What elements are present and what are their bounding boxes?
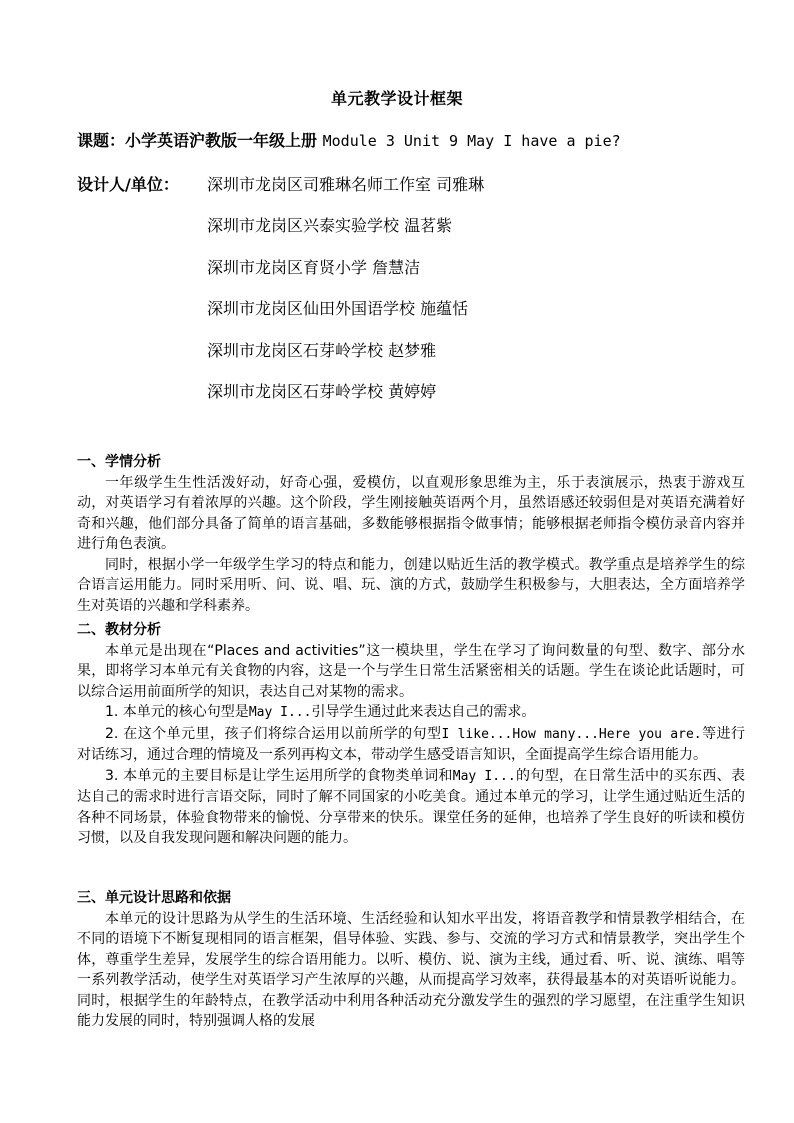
section-design-rationale	[77, 888, 745, 1032]
designer-entry: 深圳市龙岗区司雅琳名师工作室 司雅琳	[207, 175, 485, 194]
section-heading: 一、学情分析	[77, 454, 161, 470]
paragraph: 本单元是出现在“Places and activities”这一模块里，学生在学习了询问数量的句型、数字、部分水果，即将学习本单元有关食物的内容，这是一个与学生日常生活紧密相关的话题。学生在谈论此话题时，可以综合运用前面所学的知识，表达自己对某物的需求。	[77, 642, 745, 700]
designer-entry: 深圳市龙岗区石芽岭学校 赵梦雅	[207, 341, 437, 360]
section-heading: 三、单元设计思路和依据	[77, 890, 231, 906]
section-heading: 二、教材分析	[77, 622, 161, 638]
section-textbook-analysis	[77, 620, 745, 849]
paragraph: 3. 本单元的主要目标是让学生运用所学的食物类单词和May I...的句型，在日常生活中的买东西、表达自己的需求时进行言语交际，同时了解不同国家的小吃美食。通过本单元的学习，让学生通过贴近生活的各种不同场景，体验食物带来的愉悦、分享带来的快乐。课堂任务的延伸，也培养了学生良好的听读和模仿习惯，以及自我发现问题和解决问题的能力。	[77, 767, 745, 846]
designer-entry: 深圳市龙岗区兴泰实验学校 温茗紫	[207, 216, 453, 235]
paragraph: 本单元的设计思路为从学生的生活环境、生活经验和认知水平出发，将语音教学和情景教学相结合，在不同的语境下不断复现相同的语言框架，倡导体验、实践、参与、交流的学习方式和情景教学，突出学生个体，尊重学生差异，发展学生的综合语用能力。以听、模仿、说、演为主线，通过看、听、说、演练、唱等一系列教学活动，使学生对英语学习产生浓厚的兴趣，从而提高学习效率，获得最基本的对英语听说能力。同时，根据学生的年龄特点，在教学活动中利用各种活动充分激发学生的强烈的学习愿望，在注重学生知识能力发展的同时，特别强调人格的发展	[77, 910, 745, 1029]
designer-label: 设计人/单位：	[77, 175, 179, 194]
section-learner-analysis	[77, 452, 745, 616]
designer-entry: 深圳市龙岗区育贤小学 詹慧洁	[207, 258, 421, 277]
topic-label: 课题：	[77, 131, 126, 150]
designer-entry: 深圳市龙岗区石芽岭学校 黄婷婷	[207, 382, 437, 401]
document-title: 单元教学设计框架	[330, 89, 463, 108]
topic-cn: 小学英语沪教版一年级上册	[125, 131, 318, 150]
topic-line	[77, 128, 621, 151]
topic-en: Module 3 Unit 9 May I have a pie?	[322, 132, 621, 150]
paragraph: 1. 本单元的核心句型是May I...引导学生通过此来表达自己的需求。	[105, 704, 536, 720]
designer-entry: 深圳市龙岗区仙田外国语学校 施蕴恬	[207, 299, 469, 318]
paragraph: 同时，根据小学一年级学生学习的特点和能力，创建以贴近生活的教学模式。教学重点是培养学生的综合语言运用能力。同时采用听、问、说、唱、玩、演的方式，鼓励学生积极参与，大胆表达，全方面培养学生对英语的兴趣和学科素养。	[77, 556, 745, 614]
paragraph: 2. 在这个单元里，孩子们将综合运用以前所学的句型I like...How many...Here you are.等进行对话练习，通过合理的情境及一系列再构文本，带动学生感受语言知识，全面提高学生综合语用能力。	[77, 725, 746, 763]
paragraph: 一年级学生生性活泼好动，好奇心强，爱模仿，以直观形象思维为主，乐于表演展示，热衷于游戏互动，对英语学习有着浓厚的兴趣。这个阶段，学生刚接触英语两个月，虽然语感还较弱但是对英语充满着好奇和兴趣，他们部分具备了简单的语言基础，多数能够根据指令做事情；能够根据老师指令模仿录音内容并进行角色表演。	[77, 474, 745, 552]
